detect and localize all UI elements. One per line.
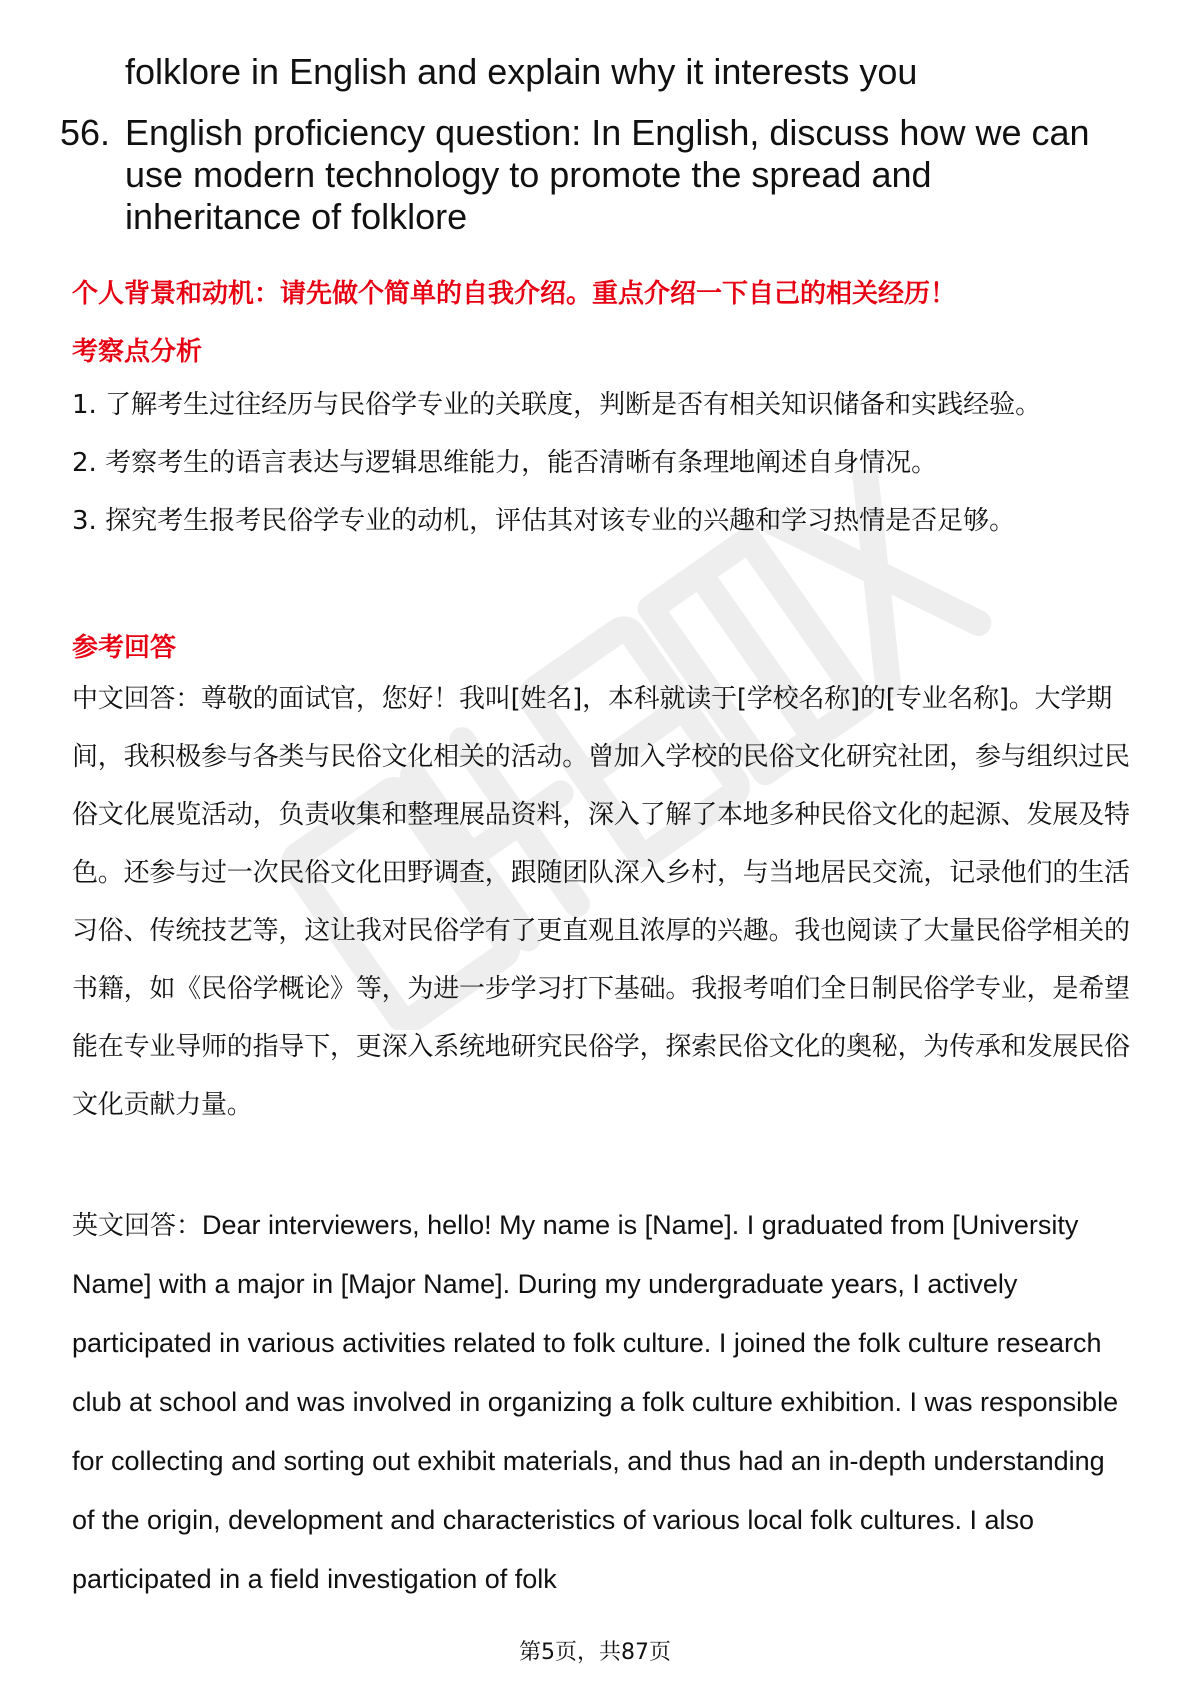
answer-heading: 参考回答 <box>72 633 177 663</box>
analysis-point: 3. 探究考生报考民俗学专业的动机，评估其对该专业的兴趣和学习热情是否足够。 <box>72 506 1016 536</box>
question-text: English proficiency question: In English, discuss how we can use modern technology to promote the spread and inheritance of folklore <box>125 112 1090 237</box>
question-number: 56. <box>60 112 111 153</box>
analysis-point: 2. 考察考生的语言表达与逻辑思维能力，能否清晰有条理地阐述自身情况。 <box>72 448 938 478</box>
section-title: 个人背景和动机：请先做个简单的自我介绍。重点介绍一下自己的相关经历！ <box>72 279 957 309</box>
analysis-heading: 考察点分析 <box>72 337 203 367</box>
analysis-point: 1. 了解考生过往经历与民俗学专业的关联度，判断是否有相关知识储备和实践经验。 <box>72 390 1042 420</box>
english-answer-label: 英文回答： <box>72 1211 203 1241</box>
chinese-answer-label: 中文回答： <box>72 684 202 714</box>
chinese-answer <box>72 670 1132 1134</box>
page-footer: 第5页，共87页 <box>519 1640 671 1665</box>
analysis-points <box>72 376 1132 550</box>
english-answer-text: Dear interviewers, hello! My name is [Name]. I graduated from [University Name] with a major in [Major Name]. During my undergraduate years, I actively participated in various activities related to folk culture. I joined the folk culture research club at school and was involved in organizing a folk culture exhibition. I was responsible for collecting and sorting out exhibit materials, and thus had an in-depth understanding of the origin, development and characteristics of various local folk cultures. I also participated in a field investigation of folk <box>72 1210 1119 1594</box>
question-55-continuation: folklore in English and explain why it interests you <box>125 51 918 92</box>
english-answer <box>72 1196 1132 1609</box>
chinese-answer-text: 尊敬的面试官，您好！我叫[姓名]，本科就读于[学校名称]的[专业名称]。大学期间，我积极参与各类与民俗文化相关的活动。曾加入学校的民俗文化研究社团，参与组织过民俗文化展览活动，负责收集和整理展品资料，深入了解了本地多种民俗文化的起源、发展及特色。还参与过一次民俗文化田野调查，跟随团队深入乡村，与当地居民交流，记录他们的生活习俗、传统技艺等，这让我对民俗学有了更直观且浓厚的兴趣。我也阅读了大量民俗学相关的书籍，如《民俗学概论》等，为进一步学习打下基础。我报考咱们全日制民俗学专业，是希望能在专业导师的指导下，更深入系统地研究民俗学，探索民俗文化的奥秘，为传承和发展民俗文化贡献力量。 <box>72 684 1130 1120</box>
